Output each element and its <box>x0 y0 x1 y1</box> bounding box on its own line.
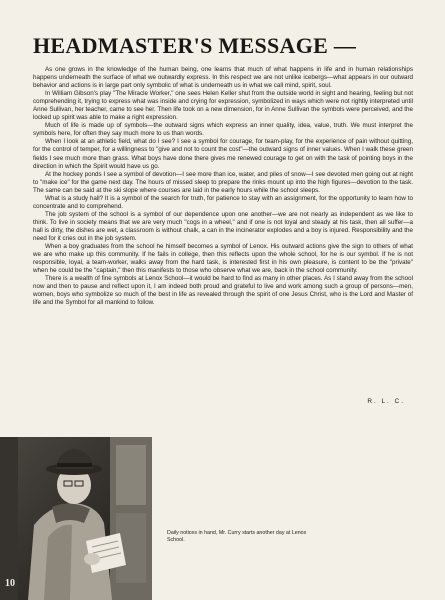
message-paragraph: When I look at an athletic field, what do I see? I see a symbol for courage, for team-play, for the experience of pain without quitting, for the control of temper, for a willingness to "give and not to count the cost"—the outward signs of inner values. When I walk these green fields I see much more than grass. What boys have done there gives me renewed courage to get on with the task of pointing boys in the direction in which the Spirit would have us go. <box>33 138 413 170</box>
signature-initials: R. L. C. <box>367 398 405 405</box>
headmaster-photo <box>0 437 152 600</box>
message-paragraph: In William Gibson's play "The Miracle Worker," one sees Helen Keller shut from the outside world in sight and hearing, feeling but not comprehending it, trying to express what was inside and crying for expression, symbolized in ways which were not rightly interpreted until Anne Sullivan, her teacher, came to see her. Then life took on a new dimension, for in Anne Sullivan the symbols were perceived, and the locked up spirit was able to make a right expression. <box>33 90 413 122</box>
message-body <box>33 66 413 307</box>
message-paragraph: When a boy graduates from the school he himself becomes a symbol of Lenox. His outward actions give the sign to others of what we are who make up this community. If he fails in college, then this reflects upon the whole school, for he is our symbol. If he is not responsible, loyal, a team-worker, walks away from the hard task, is interested first in his own pleasure, is content to be the "private" when he could be the "captain," then this manifests to those who observe what we are, back in the school community. <box>33 243 413 275</box>
message-paragraph: As one grows in the knowledge of the human being, one learns that much of what happens in life and in human relationships happens underneath the surface of what we outwardly express. In this respect we are not unlike icebergs—what appears in our outward behavior and actions is in large part only symbolic of what is underneath us in what we call mind, spirit, soul. <box>33 66 413 90</box>
message-paragraph: What is a study hall? It is a symbol of the search for truth, for patience to stay with an assignment, for the opportunity to learn how to concentrate and to comprehend. <box>33 194 413 210</box>
message-paragraph: Much of life is made up of symbols—the outward signs which express an inner quality, idea, value, truth. We must interpret the symbols here, for often they say much more to us than words. <box>33 122 413 138</box>
message-paragraph: There is a wealth of fine symbols at Lenox School—it would be hard to find as many in other places. As I stand away from the school now and then to pause and reflect upon it, I am indeed both proud and grateful to live and work among such a group of persons—men, women, boys who symbolize so much of the best in life as revealed through the spirit of one Jesus Christ, who is the Lord and Master of life and the Symbol for all mankind to follow. <box>33 275 413 307</box>
photo-caption: Daily notices in hand, Mr. Curry starts another day at Lenox School. <box>167 530 307 543</box>
message-paragraph: At the hockey ponds I see a symbol of devotion—I see more than ice, water, and piles of snow—I see devoted men going out at night to "make ice" for the game next day. The hours of missed sleep to prepare the rinks mount up into the high figures—devotion to the task. The same can be said at the ski slope where courses are laid in the early hours while the school sleeps. <box>33 170 413 194</box>
page-number: 10 <box>5 578 15 589</box>
message-paragraph: The job system of the school is a symbol of our dependence upon one another—we are not nearly as independent as we like to think. To live in society means that we are very much "cogs in a wheel," and if one is not loyal and steady at his task, then all suffer—a hall is dirty, the dishes are wet, a classroom is without chalk, a can in the incinerator explodes and a boy is injured. Responsibility and the need for it cries out in the job system. <box>33 210 413 242</box>
page-title: HEADMASTER'S MESSAGE — <box>33 33 357 58</box>
photo-illustration <box>0 437 152 600</box>
